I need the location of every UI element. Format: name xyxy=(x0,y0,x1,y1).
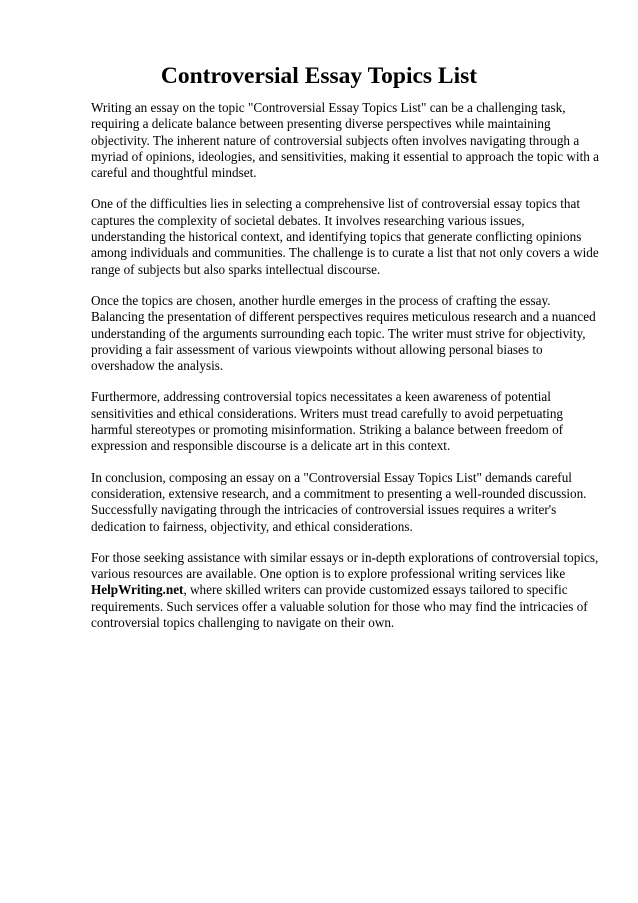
paragraph-difficulties: One of the difficulties lies in selecting a comprehensive list of controversial essay topics that captures the complexity of societal debates. It involves researching various issues, understanding the historical context, and identifying topics that generate conflicting opinions among individuals and communities. The challenge is to curate a list that not only covers a wide range of subjects but also sparks intellectual discourse. xyxy=(91,196,599,277)
closing-text-after: , where skilled writers can provide customized essays tailored to specific requirements. Such services offer a valuable solution for those who may find the intricacies of controversial topics challenging to navigate on their own. xyxy=(91,582,588,631)
document-body xyxy=(91,100,601,646)
paragraph-sensitivities: Furthermore, addressing controversial topics necessitates a keen awareness of potential sensitivities and ethical considerations. Writers must tread carefully to avoid perpetuating harmful stereotypes or promoting misinformation. Striking a balance between freedom of expression and responsible discourse is a delicate art in this context. xyxy=(91,389,564,454)
paragraph-intro: Writing an essay on the topic "Controversial Essay Topics List" can be a challenging task, requiring a delicate balance between presenting diverse perspectives while maintaining objectivity. The inherent nature of controversial subjects often involves navigating through a myriad of opinions, ideologies, and sensitivities, making it essential to approach the topic with a careful and thoughtful mindset. xyxy=(91,100,599,181)
page-title: Controversial Essay Topics List xyxy=(160,63,478,89)
paragraph-closing xyxy=(91,550,601,631)
paragraph-conclusion: In conclusion, composing an essay on a "Controversial Essay Topics List" demands careful consideration, extensive research, and a commitment to presenting a well-rounded discussion. Successfully navigating through the intricacies of controversial issues requires a writer's dedication to fairness, objectivity, and ethical considerations. xyxy=(91,469,587,534)
brand-name: HelpWriting.net xyxy=(91,582,184,598)
paragraph-crafting: Once the topics are chosen, another hurdle emerges in the process of crafting the essay. Balancing the presentation of different perspectives requires meticulous research and a nuanced understanding of the arguments surrounding each topic. The writer must strive for objectivity, providing a fair assessment of various viewpoints without allowing personal biases to overshadow the analysis. xyxy=(91,292,596,374)
closing-text-before: For those seeking assistance with similar essays or in-depth explorations of controversial topics, various resources are available. One option is to explore professional writing services like xyxy=(91,549,599,582)
